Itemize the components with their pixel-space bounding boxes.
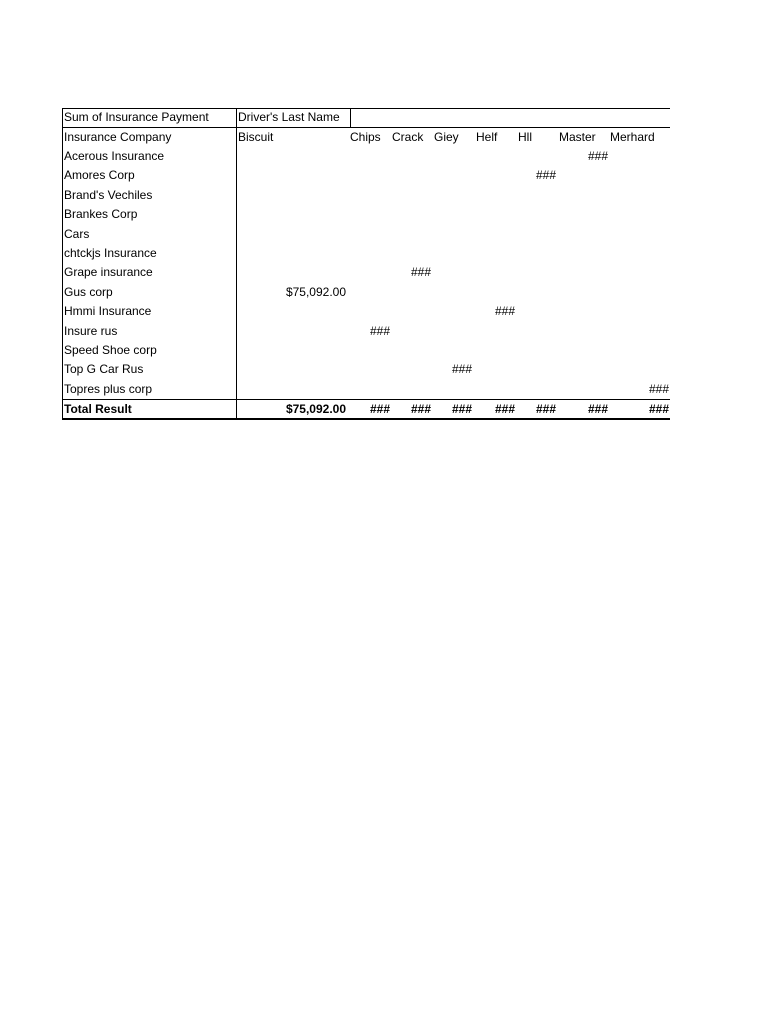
data-field-label[interactable]: Sum of Insurance Payment: [64, 110, 209, 124]
row-label[interactable]: Speed Shoe corp: [64, 343, 157, 357]
row-field-divider: [236, 108, 237, 420]
value-cell[interactable]: ###: [451, 362, 472, 377]
column-header[interactable]: Biscuit: [238, 130, 274, 144]
column-field-label[interactable]: Driver's Last Name: [238, 110, 340, 124]
value-cell[interactable]: ###: [648, 381, 669, 396]
total-value-cell[interactable]: ###: [648, 402, 669, 416]
pivot-table: [62, 108, 670, 420]
row-field-label[interactable]: Insurance Company: [64, 130, 172, 144]
row-label[interactable]: Topres plus corp: [64, 381, 153, 396]
column-header[interactable]: Chips: [350, 130, 381, 144]
total-value-cell[interactable]: ###: [410, 402, 431, 416]
column-field-box-divider: [350, 108, 351, 128]
row-label[interactable]: Brand's Vechiles: [64, 187, 153, 202]
row-label[interactable]: Grape insurance: [64, 265, 153, 280]
value-cell[interactable]: ###: [410, 265, 431, 280]
table-left-border: [62, 108, 63, 420]
total-label[interactable]: Total Result: [64, 402, 132, 416]
row-label[interactable]: chtckjs Insurance: [64, 246, 157, 260]
total-value-cell[interactable]: ###: [369, 402, 390, 416]
column-header[interactable]: Hll: [518, 130, 532, 144]
value-cell[interactable]: ###: [535, 168, 556, 183]
row-label[interactable]: Acerous Insurance: [64, 149, 165, 163]
value-cell[interactable]: $75,092.00: [285, 284, 346, 299]
row-label[interactable]: Cars: [64, 226, 90, 241]
column-header[interactable]: Master: [559, 130, 596, 144]
total-value-cell[interactable]: ###: [535, 402, 556, 416]
row-label[interactable]: Gus corp: [64, 284, 113, 299]
row-label[interactable]: Insure rus: [64, 323, 118, 338]
column-header[interactable]: Helf: [476, 130, 498, 144]
value-cell[interactable]: ###: [369, 323, 390, 338]
column-header[interactable]: Crack: [392, 130, 424, 144]
column-header[interactable]: Merhard: [610, 130, 655, 144]
value-cell[interactable]: ###: [587, 149, 608, 163]
row-label[interactable]: Hmmi Insurance: [64, 304, 152, 319]
total-value-cell[interactable]: $75,092.00: [285, 402, 346, 416]
total-value-cell[interactable]: ###: [587, 402, 608, 416]
column-header[interactable]: Giey: [434, 130, 459, 144]
total-value-cell[interactable]: ###: [494, 402, 515, 416]
total-value-cell[interactable]: ###: [451, 402, 472, 416]
row-label[interactable]: Brankes Corp: [64, 207, 138, 222]
row-label[interactable]: Amores Corp: [64, 168, 135, 183]
value-cell[interactable]: ###: [494, 304, 515, 319]
row-label[interactable]: Top G Car Rus: [64, 362, 144, 377]
